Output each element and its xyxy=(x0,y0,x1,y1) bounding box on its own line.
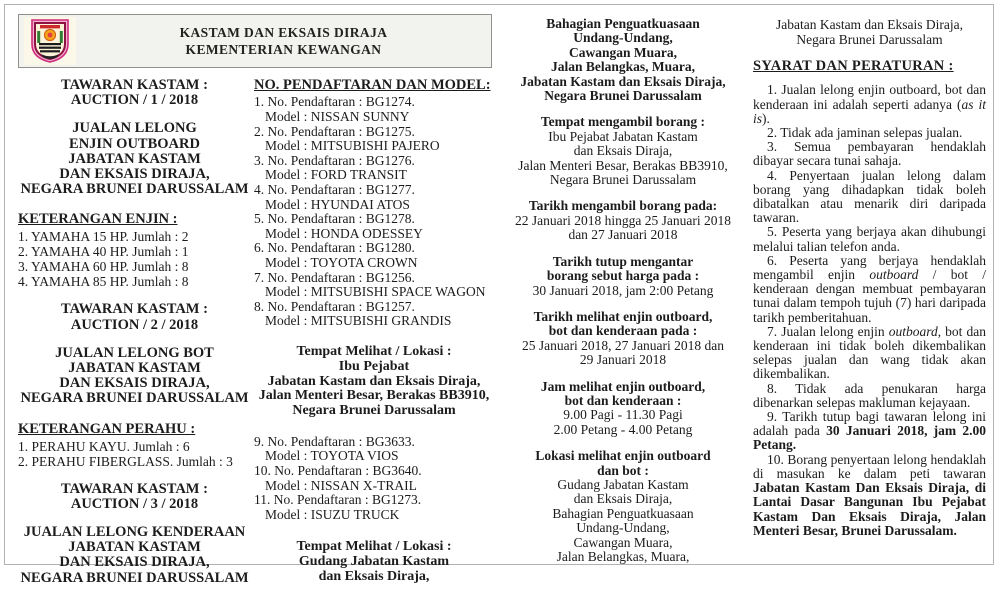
text-line: Tempat Melihat / Lokasi : xyxy=(296,539,452,555)
text-line: AUCTION / 1 / 2018 xyxy=(70,92,199,109)
text-line: DAN EKSAIS DIRAJA, xyxy=(59,375,210,392)
form-collection-dates xyxy=(500,199,746,242)
viewing-hours xyxy=(500,380,746,438)
text-line: TAWARAN KASTAM : xyxy=(61,77,208,93)
department-name: KASTAM DAN EKSAIS DIRAJA xyxy=(179,25,388,40)
text-segment: ). xyxy=(762,110,770,126)
text-segment: 2. Tidak ada jaminan selepas jualan. xyxy=(767,125,963,141)
text-line: Ibu Pejabat Jabatan Kastam xyxy=(548,128,698,144)
text-line: Jalan Menteri Besar, Berakas BB3910, xyxy=(258,388,490,404)
text-line: Ibu Pejabat xyxy=(338,358,410,374)
viewing-location-heading xyxy=(500,449,746,478)
closing-date xyxy=(500,255,746,298)
column-registrations xyxy=(254,78,494,585)
vehicle-model: Model : TOYOTA VIOS xyxy=(265,448,399,464)
text-line: TAWARAN KASTAM : xyxy=(61,480,208,497)
department-title xyxy=(76,24,491,58)
vehicle-model: Model : NISSAN X-TRAIL xyxy=(265,477,417,493)
term-item-3 xyxy=(753,140,986,168)
term-item-5 xyxy=(753,225,986,253)
text-line: Tarikh mengambil borang pada: xyxy=(528,198,718,214)
closing-heading xyxy=(500,255,746,284)
viewing-dates-heading xyxy=(500,310,746,339)
column-auctions xyxy=(18,78,251,599)
auction-1-subject xyxy=(18,121,251,197)
viewing-location-lines xyxy=(500,478,746,564)
text-line: Jalan Belangkas, Muara, xyxy=(556,549,690,564)
vehicle-reg: 11. No. Pendaftaran : BG1273. xyxy=(254,492,422,508)
viewing-location xyxy=(500,449,746,564)
engine-details xyxy=(18,212,251,289)
text-line: Jalan Belangkas, Muara, xyxy=(550,59,696,75)
vehicle-entry xyxy=(254,212,494,241)
customs-crest-icon xyxy=(24,17,76,65)
vehicle-list-2 xyxy=(254,435,494,523)
auction-2-title xyxy=(18,302,251,332)
boat-list xyxy=(18,439,251,469)
form-dates-heading xyxy=(500,199,746,213)
text-segment: 10. Borang penyertaan lelong hendaklah di masukan ke dalam peti tawaran xyxy=(753,451,986,481)
registration-heading: NO. PENDAFTARAN DAN MODEL: xyxy=(254,77,491,93)
viewing-location-warehouse xyxy=(254,540,494,584)
vehicle-entry xyxy=(254,241,494,270)
text-segment: 8. Tidak ada penukaran harga dibenarkan selepas makluman kejayaan. xyxy=(753,380,986,410)
text-line: 3. YAMAHA 60 HP. Jumlah : 8 xyxy=(18,259,189,275)
text-line: Cawangan Muara, xyxy=(568,44,677,60)
auction-3-title xyxy=(18,482,251,512)
term-item-7 xyxy=(753,325,986,382)
text-line: Lokasi melihat enjin outboard xyxy=(535,448,711,464)
text-line: 1. PERAHU KAYU. Jumlah : 6 xyxy=(18,438,190,454)
text-line: Negara Brunei Darussalam xyxy=(292,403,456,419)
vehicle-reg: 7. No. Pendaftaran : BG1256. xyxy=(254,269,415,285)
text-line: Bahagian Penguatkuasaan xyxy=(552,505,694,521)
closing-lines xyxy=(500,284,746,298)
text-line: 22 Januari 2018 hingga 25 Januari 2018 xyxy=(515,212,731,228)
text-line: Tempat mengambil borang : xyxy=(540,114,706,130)
viewing-hours-lines xyxy=(500,408,746,437)
text-line: 9.00 Pagi - 11.30 Pagi xyxy=(563,407,683,423)
term-item-6 xyxy=(753,254,986,325)
viewing-location-hq xyxy=(254,345,494,419)
engine-details-heading: KETERANGAN ENJIN : xyxy=(18,211,178,228)
text-line: 2. PERAHU FIBERGLASS. Jumlah : 3 xyxy=(18,453,233,469)
text-line: NEGARA BRUNEI DARUSSALAM xyxy=(20,181,249,198)
engine-list xyxy=(18,229,251,289)
text-line: NEGARA BRUNEI DARUSSALAM xyxy=(20,390,249,407)
vehicle-reg: 1. No. Pendaftaran : BG1274. xyxy=(254,94,415,110)
text-line: bot dan kenderaan : xyxy=(564,392,682,408)
vehicle-reg: 5. No. Pendaftaran : BG1278. xyxy=(254,211,415,227)
text-line: borang sebut harga pada : xyxy=(546,268,700,284)
viewing-dates xyxy=(500,310,746,368)
terms-list xyxy=(753,83,986,538)
auction-3-subject xyxy=(18,525,251,586)
text-line: dan Eksais Diraja, xyxy=(573,143,673,159)
text-line: 30 Januari 2018, jam 2:00 Petang xyxy=(532,282,714,298)
column-schedule xyxy=(500,17,746,576)
text-line: AUCTION / 3 / 2018 xyxy=(70,495,199,512)
vehicle-model: Model : FORD TRANSIT xyxy=(265,167,407,183)
text-segment: 5. Peserta yang berjaya akan dihubungi melalui talian telefon anda. xyxy=(753,224,986,254)
text-line: AUCTION / 2 / 2018 xyxy=(70,316,199,333)
vehicle-entry xyxy=(254,183,494,212)
vehicle-entry xyxy=(254,493,494,522)
term-item-2 xyxy=(753,126,986,140)
letterhead xyxy=(18,14,492,68)
text-line: DAN EKSAIS DIRAJA, xyxy=(59,554,210,571)
text-line: Jabatan Kastam dan Eksais Diraja, xyxy=(520,73,726,89)
viewing-dates-lines xyxy=(500,339,746,368)
text-line: dan bot : xyxy=(597,462,649,478)
vehicle-entry xyxy=(254,300,494,329)
vehicle-model: Model : MITSUBISHI GRANDIS xyxy=(265,313,452,329)
text-line: Gudang Jabatan Kastam xyxy=(298,554,450,570)
text-segment: outboard xyxy=(869,267,919,283)
vehicle-reg: 8. No. Pendaftaran : BG1257. xyxy=(254,298,415,314)
text-segment: 1. Jualan lelong enjin outboard, bot dan kenderaan ini adalah seperti adanya ( xyxy=(753,82,986,112)
text-line: Gudang Jabatan Kastam xyxy=(557,476,689,492)
text-segment: 3. Semua pembayaran hendaklah dibayar secara tunai sahaja. xyxy=(753,139,986,169)
text-line: JABATAN KASTAM xyxy=(68,539,201,556)
ministry-name: KEMENTERIAN KEWANGAN xyxy=(185,42,382,57)
text-segment: / bot / kenderaan dengan membuat pembayaran tunai dalam tempoh tujuh (7) hari daripada tarikh pemberitahuan. xyxy=(753,267,986,325)
text-segment: Jabatan Kastam Dan Eksais Diraja, di Lantai Dasar Bangunan Ibu Pejabat Kastam Dan Eksais Diraja, Jalan Menteri Besar, Brunei Darussalam. xyxy=(753,480,986,538)
text-line: TAWARAN KASTAM : xyxy=(61,301,208,318)
text-segment: 30 Januari 2018, jam 2.00 Petang. xyxy=(753,423,986,453)
text-line: NEGARA BRUNEI DARUSSALAM xyxy=(20,569,249,586)
text-line: 29 Januari 2018 xyxy=(579,352,667,368)
vehicle-model: Model : HONDA ODESSEY xyxy=(265,225,423,241)
form-place-heading xyxy=(500,115,746,129)
text-line: Jalan Menteri Besar, Berakas BB3910, xyxy=(518,157,728,173)
text-segment: 7. Jualan lelong enjin xyxy=(767,323,889,339)
vehicle-entry xyxy=(254,95,494,124)
text-segment: 6. Peserta yang berjaya hendaklah mengambil enjin xyxy=(753,252,986,283)
terms-heading: SYARAT DAN PERATURAN : xyxy=(753,58,954,74)
text-line: Negara Brunei Darussalam xyxy=(796,32,943,47)
text-line: JABATAN KASTAM xyxy=(68,150,201,167)
vehicle-model: Model : TOYOTA CROWN xyxy=(265,254,418,270)
text-line: Undang-Undang, xyxy=(573,30,673,46)
column-terms xyxy=(753,17,986,538)
text-line: 1. YAMAHA 15 HP. Jumlah : 2 xyxy=(18,229,189,245)
text-line: 2. YAMAHA 40 HP. Jumlah : 1 xyxy=(18,244,189,260)
text-line: JUALAN LELONG KENDERAAN xyxy=(23,524,246,541)
term-item-10 xyxy=(753,453,986,538)
vehicle-entry xyxy=(254,154,494,183)
vehicle-entry xyxy=(254,435,494,464)
term-item-8 xyxy=(753,382,986,410)
form-place-lines xyxy=(500,130,746,188)
text-line: Negara Brunei Darussalam xyxy=(549,172,697,188)
text-line: Undang-Undang, xyxy=(576,520,670,536)
text-line: 25 Januari 2018, 27 Januari 2018 dan xyxy=(521,337,725,353)
vehicle-model: Model : MITSUBISHI SPACE WAGON xyxy=(265,284,486,300)
viewing-hours-heading xyxy=(500,380,746,409)
text-line: Tempat Melihat / Lokasi : xyxy=(296,343,452,359)
vehicle-entry xyxy=(254,464,494,493)
text-line: JABATAN KASTAM xyxy=(68,360,201,377)
vehicle-entry xyxy=(254,125,494,154)
term-item-1 xyxy=(753,83,986,126)
text-line: JUALAN LELONG BOT xyxy=(55,344,214,361)
department-address xyxy=(753,17,986,47)
text-segment: 4. Penyertaan jualan lelong dalam borang yang dihadapkan tidak boleh dibatalkan atau menarik diri daripada tawaran. xyxy=(753,167,986,226)
auction-2-subject xyxy=(18,346,251,407)
text-line: bot dan kenderaan pada : xyxy=(548,323,698,339)
form-dates-lines xyxy=(500,214,746,243)
vehicle-reg: 6. No. Pendaftaran : BG1280. xyxy=(254,240,415,256)
boat-details xyxy=(18,422,251,469)
text-segment: 9. Tarikh tutup bagi tawaran lelong ini adalah pada xyxy=(753,409,986,439)
enforcement-address xyxy=(500,17,746,103)
text-segment: , bot dan kenderaan ini tidak boleh dikembalikan selepas jualan dan wang tidak akan dikembalikan. xyxy=(753,323,986,382)
boat-details-heading: KETERANGAN PERAHU : xyxy=(18,420,196,437)
text-line: Tarikh tutup mengantar xyxy=(552,253,694,269)
text-segment: as it is xyxy=(753,96,986,126)
text-line: Negara Brunei Darussalam xyxy=(544,88,702,104)
text-line: ENJIN OUTBOARD xyxy=(69,135,200,152)
vehicle-list-1 xyxy=(254,95,494,329)
term-item-9 xyxy=(753,410,986,453)
vehicle-model: Model : ISUZU TRUCK xyxy=(265,506,400,522)
text-segment: outboard xyxy=(888,323,938,339)
vehicle-reg: 9. No. Pendaftaran : BG3633. xyxy=(254,433,415,449)
text-line: Cawangan Muara, xyxy=(573,534,673,550)
term-item-4 xyxy=(753,169,986,226)
text-line: Jabatan Kastam dan Eksais Diraja, xyxy=(267,373,481,389)
vehicle-model: Model : NISSAN SUNNY xyxy=(265,109,410,124)
vehicle-reg: 3. No. Pendaftaran : BG1276. xyxy=(254,152,415,168)
text-line: Jam melihat enjin outboard, xyxy=(540,378,706,394)
vehicle-reg: 2. No. Pendaftaran : BG1275. xyxy=(254,123,415,139)
vehicle-reg: 4. No. Pendaftaran : BG1277. xyxy=(254,181,415,197)
text-line: 2.00 Petang - 4.00 Petang xyxy=(553,421,693,437)
vehicle-entry xyxy=(254,271,494,300)
text-line: dan 27 Januari 2018 xyxy=(568,227,678,243)
text-line: Jabatan Kastam dan Eksais Diraja, xyxy=(775,17,964,32)
text-line: Bahagian Penguatkuasaan xyxy=(546,16,700,31)
text-line: dan Eksais Diraja, xyxy=(318,569,430,585)
vehicle-model: Model : HYUNDAI ATOS xyxy=(265,196,410,212)
text-line: JUALAN LELONG xyxy=(72,120,197,137)
form-collection-place xyxy=(500,115,746,187)
text-line: DAN EKSAIS DIRAJA, xyxy=(59,166,210,183)
vehicle-reg: 10. No. Pendaftaran : BG3640. xyxy=(254,463,422,479)
text-line: Tarikh melihat enjin outboard, xyxy=(533,308,713,324)
auction-1-title xyxy=(18,78,251,108)
text-line: 4. YAMAHA 85 HP. Jumlah : 8 xyxy=(18,274,189,290)
vehicle-model: Model : MITSUBISHI PAJERO xyxy=(265,138,440,154)
text-line: dan Eksais Diraja, xyxy=(573,491,673,507)
